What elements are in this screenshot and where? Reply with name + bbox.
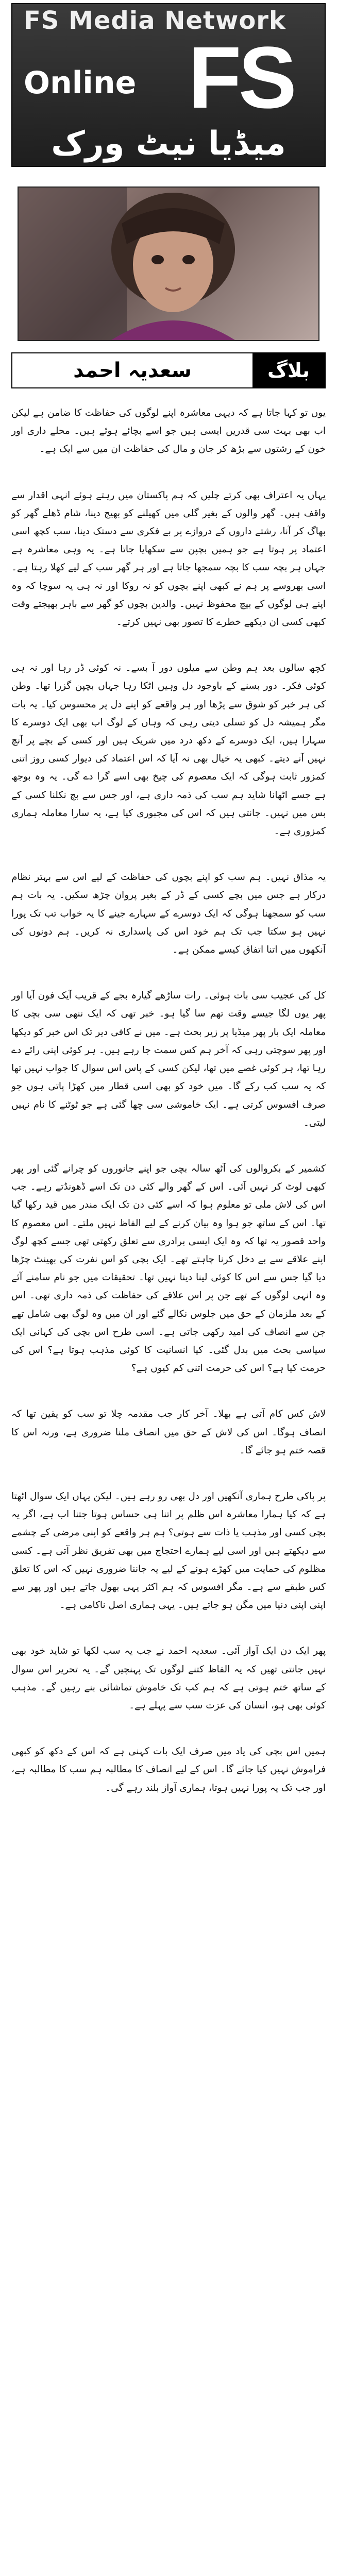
page bbox=[0, 3, 337, 2576]
article-paragraph: یوں تو کہا جاتا ہے کہ دیہی معاشرہ اپنے لوگوں کی حفاظت کا ضامن ہے لیکن اب بھی بہت سی قدریں ایسی ہیں جو اسے بچائے ہوئے ہیں۔ محلے داری اور خون کے رشتوں سے بڑھ کر جان و مال کی حفاظت ان میں سے ایک ہے۔ bbox=[11, 408, 326, 455]
article-paragraph: کچھ سالوں بعد ہم وطن سے میلوں دور آ بسے۔ نہ کوئی ڈر رہا اور نہ ہی کوئی فکر۔ دور بسنے کے باوجود دل وہیں اٹکا رہا جہاں بچپن گزرا تھا۔ وطن کی ہر خبر کو شوق سے پڑھا اور ہر واقعے کو اپنے دل پر محسوس کیا۔ یہ بات مگر ہمیشہ دل کو تسلی دیتی رہی کہ وہاں کے لوگ اب بھی ایک دوسرے کا سہارا ہیں، ایک دوسرے کے دکھ درد میں شریک ہیں اور کسی کے بچے پر آنچ نہیں آنے دیتے۔ کبھی یہ خیال بھی نہ آیا کہ اس اعتماد کی دیوار کسی روز اتنی کمزور ثابت ہوگی کہ ایک معصوم کی چیخ بھی اسے گرا دے گی۔ یہ وہ بوجھ ہے جسے اٹھانا شاید ہم سب کی ذمہ داری ہے، اور جس سے بچ نکلنا کسی کے بس میں نہیں۔ جانتی ہیں کہ اس کی مجبوری کیا ہے، یہ سارا معاملہ ہماری کمزوری ہے۔ bbox=[11, 663, 326, 837]
article-paragraph: لاش کس کام آتی ہے بھلا۔ آخر کار جب مقدمہ چلا تو سب کو یقین تھا کہ انصاف ہوگا۔ اس کی لاش کے حق میں انصاف ملنا ضروری ہے، ورنہ اس کا قصہ ختم ہو جائے گا۔ bbox=[11, 1409, 326, 1456]
blog-title-bar bbox=[11, 352, 326, 388]
article-paragraph: پر پاکی طرح ہماری آنکھیں اور دل بھی رو رہے ہیں۔ لیکن یہاں ایک سوال اٹھتا ہے کہ کیا ہمارا معاشرہ اس ظلم پر اتنا ہی حساس ہوتا جتنا اب ہے، اگر یہ بچی کسی اور مذہب یا ذات سے ہوتی؟ ہم ہر واقعے کو اپنی مرضی کے چشمے سے دیکھتے ہیں اور اسی لیے ہمارے احتجاج میں بھی تفریق نظر آتی ہے۔ کسی مظلوم کی حمایت میں کھڑے ہونے کے لیے یہ جاننا ضروری نہیں کہ اس کا تعلق کس طبقے سے ہے۔ مگر افسوس کہ ہم اکثر یہی بھول جاتے ہیں اور پھر سے اپنی اپنی دنیا میں مگن ہو جاتے ہیں۔ یہی ہماری اصل ناکامی ہے۔ bbox=[11, 1490, 326, 1611]
masthead-online-label: Online bbox=[24, 65, 137, 101]
masthead-fs-logo: FS bbox=[188, 29, 294, 127]
article-paragraph: کشمیر کے بکروالوں کی آٹھ سالہ بچی جو اپنے جانوروں کو چرانے گئی اور پھر کبھی لوٹ کر نہیں آئی۔ اس کے گھر والے کئی دن تک اسے ڈھونڈتے رہے۔ جب اس کی لاش ملی تو معلوم ہوا کہ اسے کئی دن تک ایک مندر میں قید رکھا گیا تھا۔ اس کے ساتھ جو ہوا وہ بیان کرنے کے لیے الفاظ نہیں ملتے۔ اس معصوم کا واحد قصور یہ تھا کہ وہ ایک ایسی برادری سے تعلق رکھتی تھی جسے کچھ لوگ اپنے علاقے سے بے دخل کرنا چاہتے تھے۔ ایک بچی کو اس نفرت کی بھینٹ چڑھا دیا گیا جس سے اس کا کوئی لینا دینا نہیں تھا۔ تحقیقات میں جو نام سامنے آئے وہ انہی لوگوں کے تھے جن پر اس علاقے کی حفاظت کی ذمہ داری تھی۔ اس کے بعد ملزمان کے حق میں جلوس نکالے گئے اور ان میں وہ لوگ بھی شامل تھے جن سے انصاف کی امید رکھی جاتی ہے۔ اسی طرح اس بچی کی کہانی ایک سیاسی بحث میں بدل گئی۔ کیا انسانیت کا کوئی مذہب ہوتا ہے؟ اس کی حرمت کیا ہے؟ اس کی حرمت اتنی کم کیوں ہے؟ bbox=[11, 1163, 326, 1374]
article-paragraph: یہاں یہ اعتراف بھی کرتے چلیں کہ ہم پاکستان میں رہتے ہوئے انہی اقدار سے واقف ہیں۔ گھر والوں کے بغیر گلی میں کھیلنے کو بھیج دینا، شام ڈھلے گھر کو بھاگ کر آنا، رشتے داروں کے دروازے پر بے فکری سے دستک دینا، سب کچھ اسی اعتماد پر ہوتا ہے جو ہمیں بچپن سے سکھایا جاتا ہے۔ یہ وہی معاشرہ ہے جہاں ہر بچہ سب کا بچہ سمجھا جاتا ہے اور ہر گھر سب کے لیے کھلا رہتا ہے۔ اسی بھروسے پر ہم نے کبھی اپنے بچوں کو نہ روکا اور نہ ہی یہ سوچا کہ وہ اپنے ہی لوگوں کے بیچ محفوظ نہیں۔ والدین بچوں کو گھر سے باہر بھیجتے وقت کبھی کسی ان دیکھے خطرے کا تصور بھی نہیں کرتے۔ bbox=[11, 489, 326, 628]
article-paragraph: کل کی عجیب سی بات ہوئی۔ رات ساڑھے گیارہ بجے کے قریب آیک فون آیا اور پھر یوں لگا جیسے وقت تھم سا گیا ہو۔ خبر تھی کہ ایک ننھی سی بچی کا معاملہ ایک بار پھر میڈیا پر زیر بحث ہے۔ میں نے کافی دیر تک اس خبر کو دیکھا اور پھر سوچتی رہی کہ آخر ہم کس سمت جا رہے ہیں۔ ہر کوئی اپنی رائے دے رہا تھا، ہر کوئی غصے میں تھا، لیکن کسی کے پاس اس سوال کا جواب نہیں تھا کہ یہ سب کب رکے گا۔ میں خود کو بھی اسی قطار میں کھڑا پاتی ہوں جو صرف افسوس کرتی ہے۔ ایک خاموشی سی چھا گئی ہے جو ٹوٹنے کا نام نہیں لیتی۔ bbox=[11, 990, 326, 1128]
blog-tag-label: بلاگ bbox=[252, 353, 325, 387]
masthead-banner bbox=[11, 3, 326, 167]
article-body bbox=[11, 404, 326, 1797]
article-photo bbox=[18, 187, 319, 341]
author-name: سعدیہ احمد bbox=[12, 353, 252, 387]
article-paragraph: ہمیں اس بچی کی یاد میں صرف ایک بات کہنی ہے کہ اس کے دکھ کو کبھی فراموش نہیں کیا جائے گا۔ اس کے لیے انصاف کا مطالبہ ہم سب کا مطالبہ ہے، اور جب تک یہ پورا نہیں ہوتا، ہماری آواز بلند رہے گی۔ bbox=[11, 1746, 326, 1793]
article-paragraph: پھر ایک دن ایک آواز آئی۔ سعدیہ احمد نے جب یہ سب لکھا تو شاید خود بھی نہیں جانتی تھیں کہ یہ الفاظ کتنے لوگوں تک پہنچیں گے۔ یہ تحریر اس سوال کے ساتھ ختم ہوتی ہے کہ ہم کب تک خاموش تماشائی بنے رہیں گے۔ مذہب کوئی بھی ہو، انسان کی عزت سب سے پہلے ہے۔ bbox=[11, 1646, 326, 1711]
masthead-network-name: FS Media Network bbox=[24, 6, 286, 35]
child-portrait-image bbox=[19, 188, 318, 340]
masthead-urdu-title: میڈیا نیٹ ورک bbox=[51, 125, 286, 163]
article-paragraph: یہ مذاق نہیں۔ ہم سب کو اپنے بچوں کی حفاظت کے لیے اس سے بہتر نظام درکار ہے جس میں بچے کسی کے ڈر کے بغیر پروان چڑھ سکیں۔ یہ بات ہم سب کو سمجھنا ہوگی کہ ایک دوسرے کے سہارے جینے کا یہ خواب تب تک پورا نہیں ہو سکتا جب تک ہم خود اس کی پاسداری نہ کریں۔ ہم دونوں کی آنکھوں میں اتنا اتفاق کیسے ممکن ہے۔ bbox=[11, 872, 326, 956]
